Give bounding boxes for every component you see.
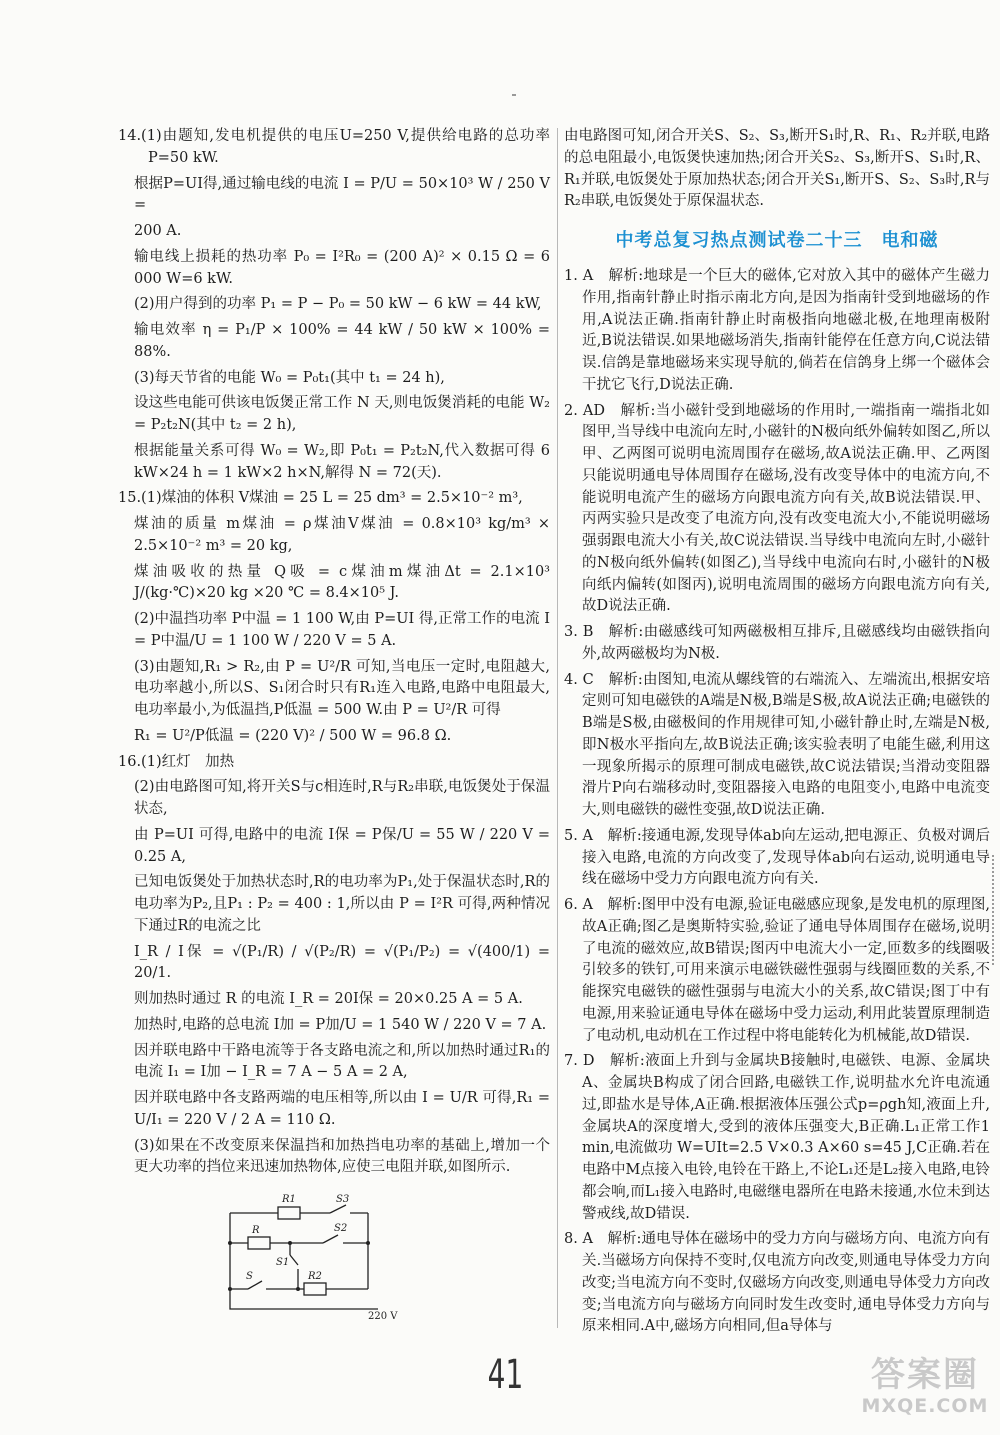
solution-line: 煤油的质量 m煤油 = ρ煤油V煤油 = 0.8×10³ kg/m³ × 2.5×10⁻² m³ = 20 kg, xyxy=(134,516,550,554)
solution-line: 16.(1)红灯 加热 xyxy=(118,753,235,770)
watermark xyxy=(858,1355,992,1425)
answer-list xyxy=(564,266,990,1338)
page-number: 41 xyxy=(487,1352,524,1398)
answer-item: 5. A 解析:接通电源,发现导体ab向左运动,把电源正、负极对调后接入电路,电流的方向改变了,发现导体ab向右运动,说明通电导线在磁场中受力方向跟电流方向有关. xyxy=(564,827,990,888)
left-column xyxy=(118,126,550,1329)
solution-line: 输电效率 η = P₁/P × 100% = 44 kW / 50 kW × 100% = 88%. xyxy=(134,322,550,360)
solution-line: (2)由电路图可知,将开关S与c相连时,R与R₂串联,电饭煲处于保温状态, xyxy=(134,779,550,817)
label-r: R xyxy=(252,1225,260,1236)
watermark-url: MXQE.COM xyxy=(861,1395,989,1417)
solution-line: (3)由题知,R₁ > R₂,由 P = U²/R 可知,当电压一定时,电阻越大,电功率越小,所以S、S₁闭合时只有R₁连入电路,电路中电阻最大,电功率最小,为低温挡,P低温 = 500 W.由 P = U²/R 可得 xyxy=(134,658,550,718)
right-column xyxy=(564,126,990,1342)
solution-line: 根据P=UI得,通过输电线的电流 I = P/U = 50×10³ W / 250 V = xyxy=(134,175,550,214)
label-s2: S2 xyxy=(334,1223,348,1234)
solution-line: (3)如果在不改变原来保温挡和加热挡电功率的基础上,增加一个更大功率的挡位来迅速加热物体,应使三电阻并联,如图所示. xyxy=(134,1137,550,1176)
label-s1: S1 xyxy=(276,1257,290,1268)
solution-line: 设这些电能可供该电饭煲正常工作 N 天,则电饭煲消耗的电能 W₂ = P₂t₂N(其中 t₂ = 2 h), xyxy=(134,395,550,433)
column-divider xyxy=(557,128,558,1328)
solution-line: 加热时,电路的总电流 I加 = P加/U = 1 540 W / 220 V = 7 A. xyxy=(134,1016,547,1033)
solution-line: 15.(1)煤油的体积 V煤油 = 25 L = 25 dm³ = 2.5×10⁻² m³, xyxy=(118,490,523,507)
top-mark xyxy=(512,94,516,96)
solution-line: 因并联电路中各支路两端的电压相等,所以由 I = U/R 可得,R₁ = U/I₁ = 220 V / 2 A = 110 Ω. xyxy=(134,1090,550,1128)
label-r1: R1 xyxy=(282,1194,296,1205)
solution-line: 煤油吸收的热量 Q吸 = c煤油m煤油Δt = 2.1×10³ J/(kg·℃)×20 kg ×20 ℃ = 8.4×10⁵ J. xyxy=(134,563,550,602)
solution-line: 因并联电路中干路电流等于各支路电流之和,所以加热时通过R₁的电流 I₁ = I加 − I_R = 7 A − 5 A = 2 A, xyxy=(134,1042,550,1081)
circuit-diagram xyxy=(218,1191,408,1321)
solution-line: 200 A. xyxy=(134,223,182,239)
answer-item: 8. A 解析:通电导体在磁场中的受力方向与磁场方向、电流方向有关.当磁场方向保持不变时,仅电流方向改变,则通电导体受力方向改变;当电流方向不变时,仅磁场方向改变,则通电导体受力方向改变;当电流方向与磁场方向同时发生改变时,通电导体受力方向与原来相同.A中,磁场方向相同,但a导体与 xyxy=(564,1231,990,1335)
answer-item: 4. C 解析:由图知,电流从螺线管的右端流入、左端流出,根据安培定则可知电磁铁的A端是N极,B端是S极,故A说法正确;电磁铁的B端是S极,由磁极间的作用规律可知,小磁针静止时,左端是N极,即N极水平指向左,故B说法正确;该实验表明了电能生磁,利用这一现象所揭示的原理可制成电磁铁,故C说法错误;当滑动变阻器滑片P向右端移动时,变阻器接入电路的电阻变小,电路中电流变大,则电磁铁的磁性变强,故D说法正确. xyxy=(564,671,990,818)
section-title: 中考总复习热点测试卷二十三 电和磁 xyxy=(615,230,939,251)
label-r2: R2 xyxy=(308,1271,322,1282)
answer-item: 3. B 解析:由磁感线可知两磁极相互排斥,且磁感线均由磁铁指向外,故两磁极均为N极. xyxy=(564,624,990,662)
solution-line: 由 P=UI 可得,电路中的电流 I保 = P保/U = 55 W / 220 V = 0.25 A, xyxy=(134,826,550,865)
label-s: S xyxy=(246,1271,253,1282)
answer-item: 6. A 解析:图甲中没有电源,验证电磁感应现象,是发电机的原理图,故A正确;图乙是奥斯特实验,验证了通电导体周围存在磁场,说明了电流的磁效应,故B错误;图丙中电流大小一定,匝数多的线圈吸引较多的铁钉,可用来演示电磁铁磁性强弱与线圈匝数的关系,不能探究电磁铁的磁性强弱与电流大小的关系,故C错误;图丁中有电源,用来验证通电导体在磁场中受力运动,利用此装置原理制造了电动机,电动机在工作过程中将电能转化为机械能,故D错误. xyxy=(564,897,990,1044)
solution-line: (3)每天节省的电能 W₀ = P₀t₁(其中 t₁ = 24 h), xyxy=(134,369,445,386)
solution-line: 已知电饭煲处于加热状态时,R的电功率为P₁,处于保温状态时,R的电功率为P₂,且P₁ : P₂ = 400 : 1,所以由 P = I²R 可得,两种情况下通过R的电流之比 xyxy=(134,874,550,934)
watermark-logo-text: 答案圈 xyxy=(871,1355,979,1395)
right-column-intro: 由电路图可知,闭合开关S、S₂、S₃,断开S₁时,R、R₁、R₂并联,电路的总电阻最小,电饭煲快速加热;闭合开关S₂、S₃,断开S、S₁时,R、R₁并联,电饭煲处于原加热状态;闭合开关S₁,断开S、S₂、S₃时,R与R₂串联,电饭煲处于原保温状态. xyxy=(564,128,990,210)
label-voltage: 220 V xyxy=(368,1311,398,1321)
solution-line: 输电线上损耗的热功率 P₀ = I²R₀ = (200 A)² × 0.15 Ω = 6 000 W=6 kW. xyxy=(134,248,550,287)
solution-line: 14.(1)由题知,发电机提供的电压U=250 V,提供给电路的总功率P=50 kW. xyxy=(118,128,550,166)
solution-line: 根据能量关系可得 W₀ = W₂,即 P₀t₁ = P₂t₂N,代入数据可得 6 kW×24 h = 1 kW×2 h×N,解得 N = 72(天). xyxy=(134,442,550,481)
answer-item: 7. D 解析:液面上升到与金属块B接触时,电磁铁、电源、金属块A、金属块B构成了闭合回路,电磁铁工作,说明盐水允许电流通过,即盐水是导体,A正确.根据液体压强公式p=ρgh知,液面上升,金属块A的深度增大,受到的液体压强变大,B正确.L₁正常工作1 min,电流做功 W=UIt=2.5 V×0.3 A×60 s=45 J,C正确.若在电路中M点接入电铃,电铃在干路上,不论L₁还是L₂接入电路,电铃都会响,而L₁接入电路时,电磁继电器所在电路未接通,水位未到达警戒线,故D错误. xyxy=(564,1053,990,1222)
answer-item: 2. AD 解析:当小磁针受到地磁场的作用时,一端指南一端指北如图甲,当导线中电流向左时,小磁针的N极向纸外偏转如图乙,所以甲、乙两图可说明电流周围存在磁场,故A说法正确.甲、乙两图只能说明通电导体周围存在磁场,没有改变导体中的电流方向,不能说明电流产生的磁场方向跟电流方向有关,故B说法错误.甲、丙两实验只是改变了电流方向,没有改变电流大小,不能说明磁场强弱跟电流大小有关,故C说法错误.当导线中电流向左时,小磁针的N极向纸外偏转(如图乙),当导线中电流向右时,小磁针的N极向纸内偏转(如图丙),说明电流周围的磁场方向跟电流方向有关,故D说法正确. xyxy=(564,402,990,615)
margin-dots xyxy=(992,855,1000,965)
solution-line: I_R / I保 = √(P₁/R) / √(P₂/R) = √(P₁/P₂) = √(400/1) = 20/1. xyxy=(134,943,550,982)
label-s3: S3 xyxy=(336,1194,350,1205)
solution-line: (2)中温挡功率 P中温 = 1 100 W,由 P=UI 得,正常工作的电流 I = P中温/U = 1 100 W / 220 V = 5 A. xyxy=(134,611,550,649)
answer-item: 1. A 解析:地球是一个巨大的磁体,它对放入其中的磁体产生磁力作用,指南针静止时指示南北方向,是因为指南针受到地磁场的作用,A说法正确.指南针静止时南极指向地磁北极,在地理南极附近,B说法错误.如果地磁场消失,指南针能停在任意方向,C说法错误.信鸽是靠地磁场来实现导航的,倘若在信鸽身上绑一个磁体会干扰它飞行,D说法正确. xyxy=(564,268,990,393)
solution-line: 则加热时通过 R 的电流 I_R = 20I保 = 20×0.25 A = 5 A. xyxy=(134,991,523,1007)
solution-line: R₁ = U²/P低温 = (220 V)² / 500 W = 96.8 Ω. xyxy=(134,727,452,744)
solution-line: (2)用户得到的功率 P₁ = P − P₀ = 50 kW − 6 kW = 44 kW, xyxy=(134,296,542,313)
